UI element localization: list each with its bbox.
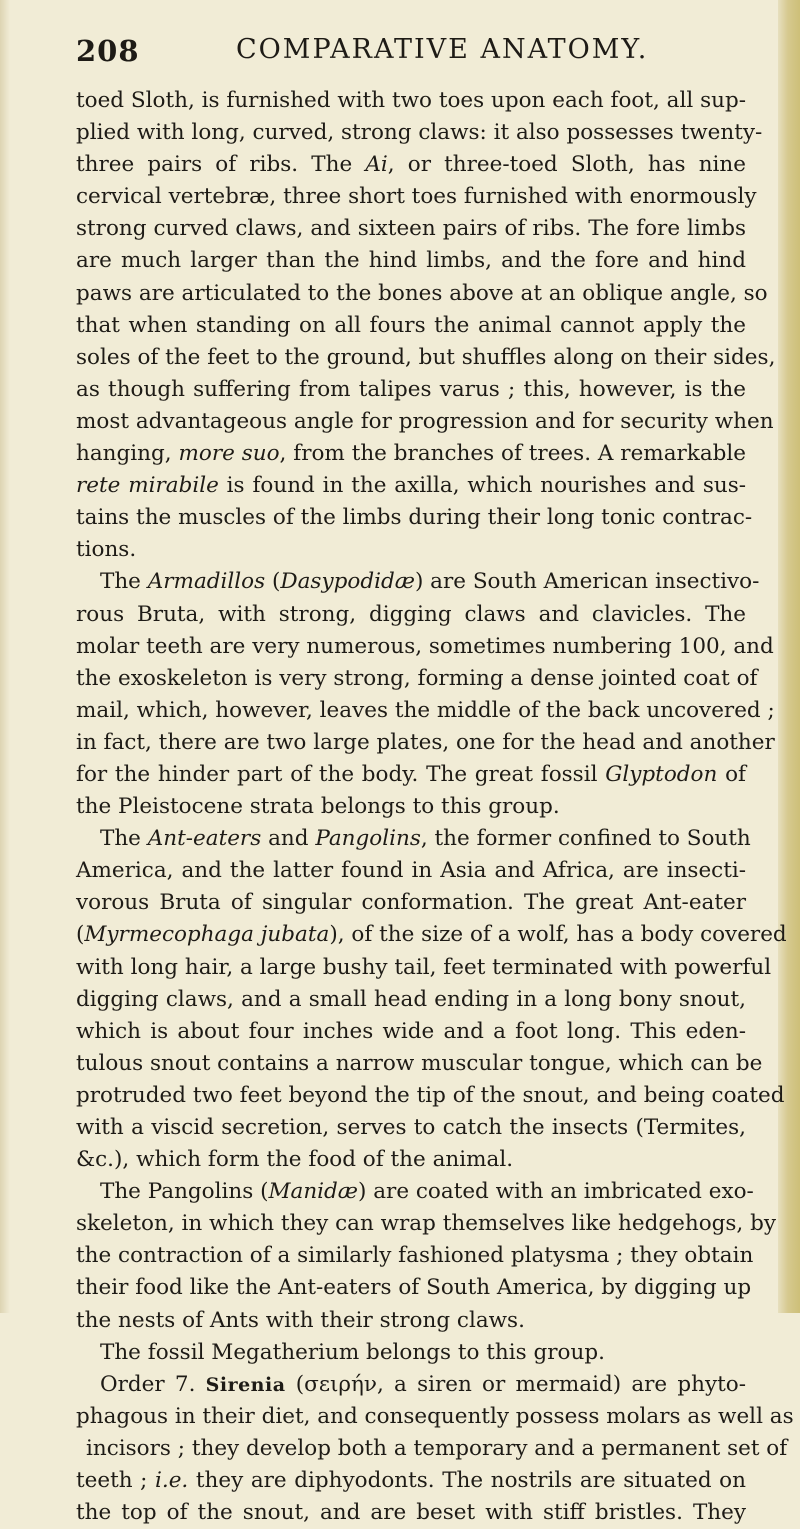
text-line: protruded two feet beyond the tip of the snout, and being coated — [76, 1082, 785, 1108]
text-line: digging claws, and a small head ending in a long bony snout, — [76, 986, 746, 1012]
text-line: mail, which, however, leaves the middle of the back uncovered ; — [76, 697, 775, 723]
text-line: the Pleistocene strata belongs to this group. — [76, 794, 560, 820]
text-line: as though suffering from talipes varus ; this, however, is the — [76, 376, 746, 402]
text-line: soles of the feet to the ground, but shuffles along on their sides, — [76, 344, 776, 370]
text-line: tulous snout contains a narrow muscular tongue, which can be — [76, 1050, 763, 1076]
text-line: tains the muscles of the limbs during their long tonic contrac- — [76, 505, 753, 531]
text-line: paws are articulated to the bones above at an oblique angle, so — [76, 280, 768, 306]
page-number: 208 — [76, 34, 140, 68]
body-text — [76, 85, 794, 1529]
text-line: that when standing on all fours the animal cannot apply the — [76, 312, 746, 338]
running-head — [76, 26, 746, 66]
text-line: plied with long, curved, strong claws: it also possesses twenty- — [76, 120, 763, 146]
text-line: for the hinder part of the body. The great fossil Glyptodon of — [76, 761, 746, 787]
paragraph-megatherium: The fossil Megatherium belongs to this group. — [100, 1339, 605, 1365]
paragraph-sirenia: Order 7. Sirenia (σειρήν, a siren or mermaid) are phyto- — [100, 1371, 746, 1397]
text-line: America, and the latter found in Asia and Africa, are insecti- — [76, 858, 746, 884]
paragraph-anteaters: The Ant-eaters and Pangolins, the former confined to South — [100, 826, 751, 852]
text-line: molar teeth are very numerous, sometimes numbering 100, and — [76, 633, 774, 659]
text-line: cervical vertebræ, three short toes furnished with enormously — [76, 184, 757, 210]
text-line: teeth ; i.e. they are diphyodonts. The nostrils are situated on — [76, 1468, 746, 1494]
text-line: vorous Bruta of singular conformation. The great Ant-eater — [76, 890, 746, 916]
text-line: toed Sloth, is furnished with two toes upon each foot, all sup- — [76, 88, 746, 113]
text-line: &c.), which form the food of the animal. — [76, 1147, 514, 1173]
page-edge — [778, 0, 800, 1313]
text-line: are much larger than the hind limbs, and the fore and hind — [76, 248, 746, 274]
text-line: rete mirabile is found in the axilla, which nourishes and sus- — [76, 473, 746, 499]
text-line: hanging, more suo, from the branches of trees. A remarkable — [76, 441, 747, 467]
running-title: COMPARATIVE ANATOMY. — [236, 34, 649, 65]
page-gutter-shadow — [0, 0, 10, 1313]
text-line: the exoskeleton is very strong, forming a dense jointed coat of — [76, 665, 758, 691]
text-line: the nests of Ants with their strong claws. — [76, 1307, 525, 1333]
text-line: the top of the snout, and are beset with stiff bristles. They — [76, 1500, 746, 1526]
text-line: most advantageous angle for progression and for security when — [76, 408, 774, 434]
text-line: rous Bruta, with strong, digging claws and clavicles. The — [76, 601, 746, 627]
text-line: their food like the Ant-eaters of South America, by digging up — [76, 1275, 752, 1301]
paragraph-armadillos: The Armadillos (Dasypodidæ) are South American insectivo- — [100, 569, 760, 595]
text-line: strong curved claws, and sixteen pairs of ribs. The fore limbs — [76, 216, 746, 242]
text-line: tions. — [76, 537, 137, 563]
text-line: the contraction of a similarly fashioned platysma ; they obtain — [76, 1243, 754, 1269]
text-line: incisors ; they develop both a temporary and a permanent set of — [86, 1435, 788, 1461]
text-line: skeleton, in which they can wrap themselves like hedgehogs, by — [76, 1211, 777, 1237]
text-line: which is about four inches wide and a foot long. This eden- — [76, 1018, 746, 1044]
text-line: (Myrmecophaga jubata), of the size of a wolf, has a body covered — [76, 922, 787, 948]
paragraph-pangolins: The Pangolins (Manidæ) are coated with an imbricated exo- — [100, 1179, 754, 1205]
text-line: three pairs of ribs. The Ai, or three-toed Sloth, has nine — [76, 152, 747, 178]
text-line: phagous in their diet, and consequently possess molars as well as — [76, 1403, 794, 1429]
text-line: in fact, there are two large plates, one for the head and another — [76, 729, 775, 755]
text-line: with long hair, a large bushy tail, feet terminated with powerful — [76, 954, 772, 980]
text-line: with a viscid secretion, serves to catch the insects (Termites, — [76, 1115, 746, 1140]
